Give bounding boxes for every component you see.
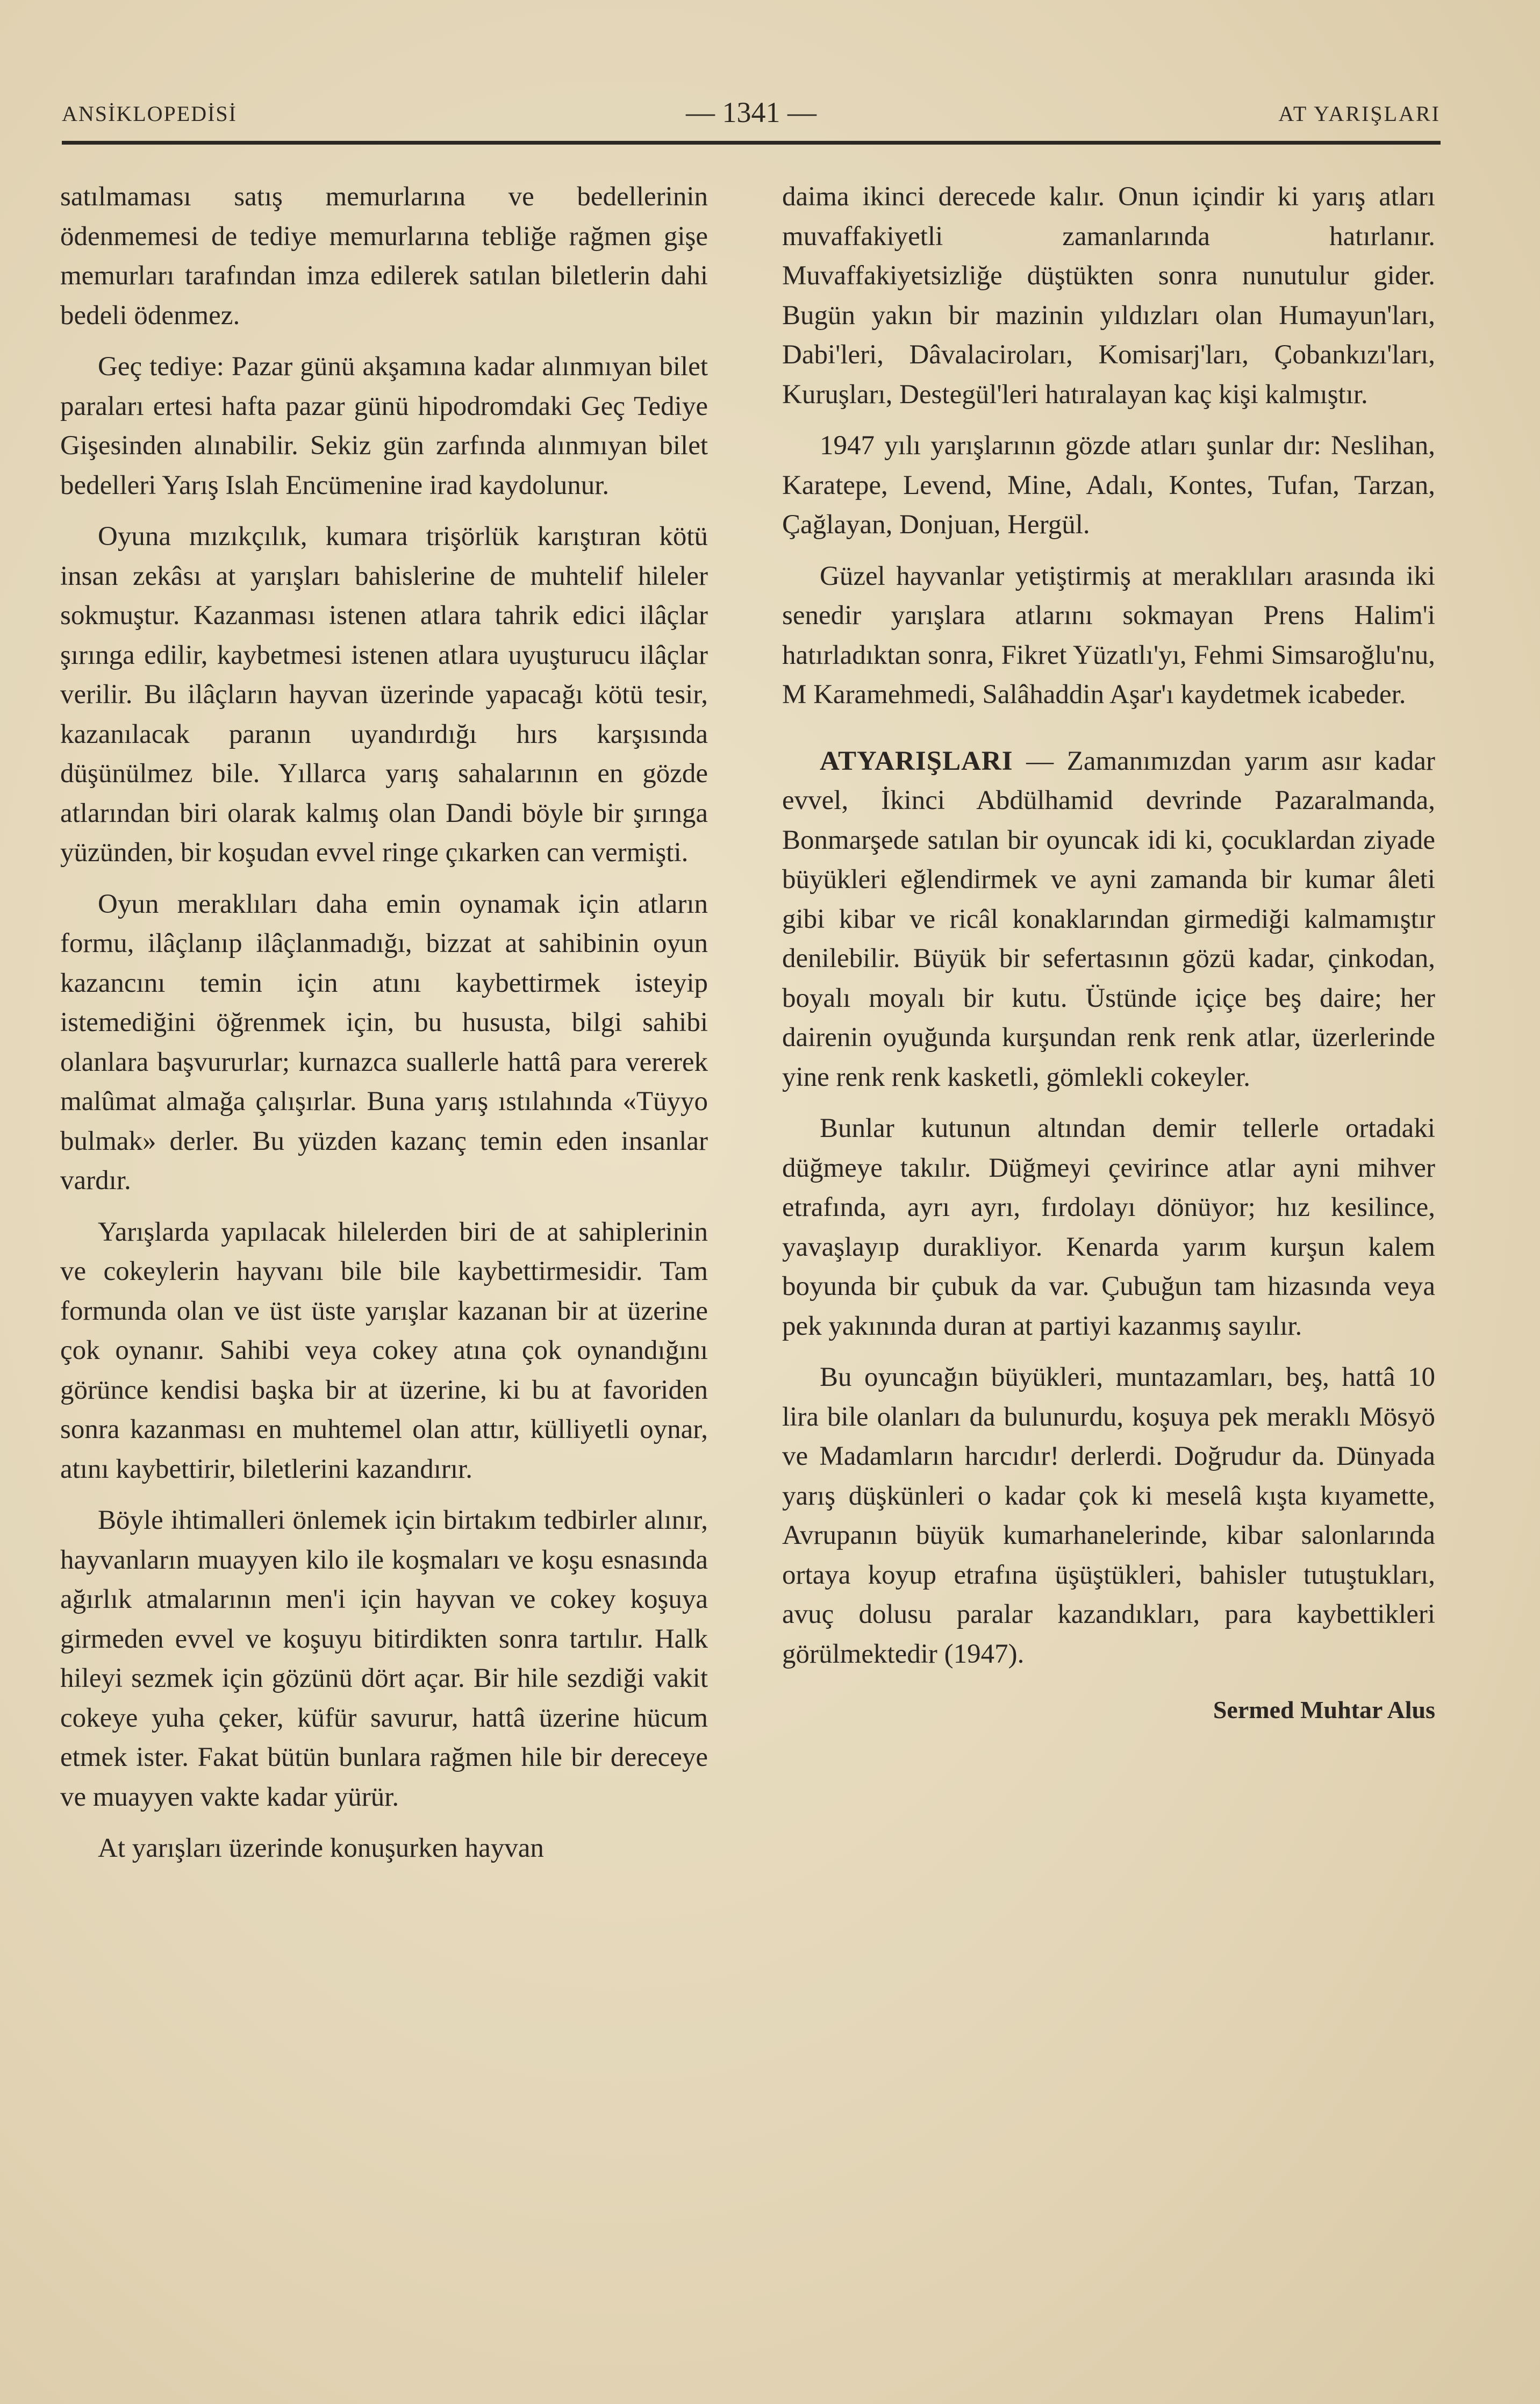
author-signature: Sermed Muhtar Alus [1213,1696,1435,1723]
right-column [782,177,1435,1730]
right-paragraph-2: 1947 yılı yarışlarının gözde atları şunlar dır: Neslihan, Karatepe, Levend, Mine, Adalı, Kontes, Tufan, Tarzan, Çağlayan, Donjuan, Hergül. [782,431,1435,540]
right-paragraph-5: Bunlar kutunun altından demir tellerle ortadaki düğmeye takılır. Düğmeyi çevirince atlar ayni mihver etrafında, ayrı ayrı, fırdolayı dönüyor; hız kesilince, yavaşlayıp durakliyor. Kenarda yarım kurşun kalem boyunda bir çubuk da var. Çubuğun tam hizasında veya pek yakınında duran at partiyi kazanmış sayılır. [782,1113,1435,1341]
left-column [60,177,708,1880]
left-paragraph-5: Yarışlarda yapılacak hilelerden biri de at sahiplerinin ve cokeylerin hayvanı bile bile kaybettirmesidir. Tam formunda olan ve üst üste yarışlar kazanan bir at üzerine çok oynanır. Sahibi veya cokey atına çok oynandığını görünce kendisi başka bir at üzerine, ki bu at favoriden sonra kazanması en muhtemel olan attır, külliyetli oynar, atını kaybettirir, biletlerini kazandırır. [60,1217,708,1484]
right-paragraph-6: Bu oyuncağın büyükleri, muntazamları, beş, hattâ 10 lira bile olanları da bulunurdu, koşuya pek meraklı Mösyö ve Madamların harcıdır! derlerdi. Doğrudur da. Dünyada yarış düşkünleri o kadar çok ki meselâ kışta kıyamette, Avrupanın büyük kumarhanelerinde, kibar salonlarında ortaya koyup etrafına üşüştükleri, bahisler tutuştukları, avuç dolusu paralar kazandıkları, para kaybettikleri görülmektedir (1947). [782,1362,1435,1669]
section-heading-at-yarislari: ATYARIŞLARI [820,746,1013,776]
right-paragraph-3: Güzel hayvanlar yetiştirmiş at meraklıları arasında iki senedir yarışlara atlarını sokmayan Prens Halim'i hatırladıktan sonra, Fikret Yüzatlı'yı, Fehmi Simsaroğlu'nu, M Karamehmedi, Salâhaddin Aşar'ı kaydetmek icabeder. [782,561,1435,710]
page-number: — 1341 — [686,96,816,128]
left-paragraph-2: Geç tediye: Pazar günü akşamına kadar alınmıyan bilet paraları ertesi hafta pazar günü hipodromdaki Geç Tediye Gişesinden alınabilir. Sekiz gün zarfında alınmıyan bilet bedelleri Yarış Islah Encümenine irad kaydolunur. [60,352,708,500]
page-header [62,91,1441,134]
right-paragraph-4 [782,742,1435,1098]
left-paragraph-1: satılmaması satış memurlarına ve bedellerinin ödenmemesi de tediye memurlarına tebliğe rağmen gişe memurları tarafından imza edilerek satılan biletlerin dahi bedeli ödenmez. [60,182,708,331]
header-rule [62,141,1441,145]
left-paragraph-4: Oyun meraklıları daha emin oynamak için atların formu, ilâçlanıp ilâçlanmadığı, bizzat at sahibinin oyun kazancını temin için atını kaybettirmek isteyip istemediğini öğrenmek için, bu hususta, bilgi sahibi olanlara başvururlar; kurnazca suallerle hattâ para vererek malûmat almağa çalışırlar. Buna yarış ıstılahında «Tüyyo bulmak» derler. Bu yüzden kazanç temin eden insanlar vardır. [60,889,708,1196]
header-right-title: AT YARIŞLARI [1278,102,1441,126]
left-paragraph-7: At yarışları üzerinde konuşurken hayvan [98,1833,544,1863]
left-paragraph-6: Böyle ihtimalleri önlemek için birtakım tedbirler alınır, hayvanların muayyen kilo ile koşmaları ve koşu esnasında ağırlık atmalarının men'i için hayvan ve cokey koşuya girmeden evvel ve koşuyu bitirdikten sonra tartılır. Halk hileyi sezmek için gözünü dört açar. Bir hile sezdiği vakit cokeye yuha çeker, küfür savurur, hattâ üzerine hücum etmek ister. Fakat bütün bunlara rağmen hile bir dereceye ve muayyen vakte kadar yürür. [60,1505,708,1812]
header-left-title: ANSİKLOPEDİSİ [62,102,237,126]
right-paragraph-4-text: — Zamanımızdan yarım asır kadar evvel, İkinci Abdülhamid devrinde Pazaralmanda, Bonmarşede satılan bir oyuncak idi ki, çocuklardan ziyade büyükleri eğlendirmek ve ayni zamanda bir kumar âleti gibi kibar ve ricâl konaklarından girmediği kalmamıştır denilebilir. Büyük bir sefertasının gözü kadar, çinkodan, boyalı moyalı bir kutu. Üstünde içiçe beş daire; her dairenin oyuğunda kurşundan renk renk atlar, üzerlerinde yine renk renk kasketli, gömlekli cokeyler. [782,746,1435,1092]
left-paragraph-3: Oyuna mızıkçılık, kumara trişörlük karıştıran kötü insan zekâsı at yarışları bahislerine de muhtelif hileler sokmuştur. Kazanması istenen atlara tahrik edici ilâçlar şırınga edilir, kaybetmesi istenen atlara uyuşturucu ilâçlar verilir. Bu ilâçların hayvan üzerinde yapacağı kötü tesir, kazanılacak paranın uyandırdığı hırs karşısında düşünülmez bile. Yıllarca yarış sahalarının en gözde atlarından biri olarak kalmış olan Dandi böyle bir şırınga yüzünden, bir koşudan evvel ringe çıkarken can vermişti. [60,521,708,868]
right-paragraph-1: daima ikinci derecede kalır. Onun içindir ki yarış atları muvaffakiyetli zamanlarında hatırlanır. Muvaffakiyetsizliğe düştükten sonra nunutulur gider. Bugün yakın bir mazinin yıldızları olan Humayun'ları, Dabi'leri, Dâvalaciroları, Komisarj'ları, Çobankızı'ları, Kuruşları, Destegül'leri hatıralayan kaç kişi kalmıştır. [782,182,1435,410]
